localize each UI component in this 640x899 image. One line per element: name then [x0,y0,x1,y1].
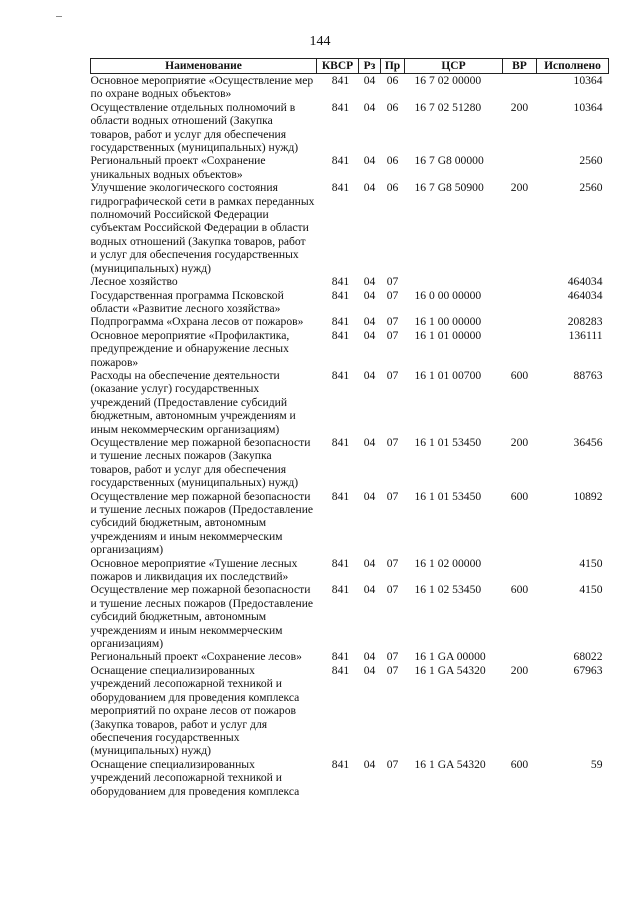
cell-name: Государственная программа Псковской области «Развитие лесного хозяйства» [90,288,284,315]
cell-csr: 16 1 01 00000 [414,328,482,342]
cell-vr: 200 [510,435,529,449]
table-row [91,583,609,650]
cell-csr: 16 7 G8 00000 [414,154,484,168]
cell-csr: 16 1 GA 54320 [414,663,486,677]
cell-name: Основное мероприятие «Профилактика, предупреждение и обнаружение лесных пожаров» [90,328,290,369]
cell-pr: 07 [386,757,399,771]
cell-name: Расходы на обеспечение деятельности (оказание услуг) государственных учреждений (Предоставление субсидий бюджетным, автономным учреждениям и иным некоммерческим организациям) [90,368,296,436]
cell-pr: 07 [386,275,399,289]
cell-csr: 16 1 GA 54320 [414,757,486,771]
cell-rz: 04 [363,489,376,503]
table-row [91,74,609,101]
cell-kvsr: 841 [331,275,350,289]
table-row [91,101,609,155]
cell-name: Улучшение экологического состояния гидрографической сети в рамках переданных полномочий Российской Федерации субъектам Российской Федерации в области водных отношений (Закупка товаров, работ и услуг для обеспечения государственных (муниципальных) нужд) [90,181,315,275]
cell-rz: 04 [363,556,376,570]
cell-rz: 04 [363,154,376,168]
cell-sum: 67963 [573,663,603,677]
cell-vr: 600 [510,757,529,771]
cell-csr: 16 7 G8 50900 [414,181,484,195]
cell-sum: 88763 [573,368,603,382]
cell-pr: 07 [386,315,399,329]
cell-rz: 04 [363,368,376,382]
cell-vr: 600 [510,368,529,382]
cell-sum: 2560 [579,181,603,195]
table-body [91,74,609,798]
cell-kvsr: 841 [331,489,350,503]
cell-vr [503,329,537,369]
table-row [91,436,609,490]
cell-vr [503,154,537,181]
table-row [91,664,609,758]
cell-vr [503,557,537,584]
cell-vr: 600 [510,583,529,597]
table-header-row [91,59,609,74]
cell-csr: 16 7 02 51280 [414,100,482,114]
cell-rz: 04 [363,650,376,664]
cell-sum: 59 [590,757,603,771]
table-row [91,758,609,798]
cell-vr [503,275,537,288]
table-row [91,329,609,369]
cell-name: Региональный проект «Сохранение лесов» [90,650,302,664]
cell-sum: 36456 [573,435,603,449]
cell-pr: 06 [386,74,399,87]
cell-csr: 16 7 02 00000 [414,74,482,87]
cell-rz: 04 [363,288,376,302]
cell-kvsr: 841 [331,100,350,114]
cell-name: Оснащение специализированных учреждений лесопожарной техникой и оборудованием для проведения комплекса [90,757,300,798]
cell-pr: 07 [386,583,399,597]
cell-csr: 16 1 01 53450 [414,489,482,503]
cell-csr: 16 0 00 00000 [414,288,482,302]
cell-rz: 04 [363,663,376,677]
header-vr: ВР [503,59,537,74]
cell-rz: 04 [363,74,376,87]
cell-name: Осуществление мер пожарной безопасности и тушение лесных пожаров (Предоставление субсидий бюджетным, автономным учреждениям и иным некоммерческим организациям) [90,583,314,651]
cell-csr: 16 1 02 00000 [414,556,482,570]
cell-pr: 06 [386,181,399,195]
cell-kvsr: 841 [331,181,350,195]
cell-vr: 600 [510,489,529,503]
cell-rz: 04 [363,100,376,114]
cell-pr: 06 [386,154,399,168]
cell-kvsr: 841 [331,556,350,570]
cell-kvsr: 841 [331,74,350,87]
cell-csr: 16 1 02 53450 [414,583,482,597]
cell-name: Осуществление мер пожарной безопасности и тушение лесных пожаров (Предоставление субсидий бюджетным, автономным учреждениям и иным некоммерческим организациям) [90,489,314,557]
cell-rz: 04 [363,757,376,771]
cell-rz: 04 [363,181,376,195]
cell-sum: 10364 [573,74,603,87]
cell-sum: 68022 [573,650,603,664]
cell-vr: 200 [510,181,529,195]
cell-kvsr: 841 [331,315,350,329]
cell-kvsr: 841 [331,435,350,449]
cell-sum: 4150 [579,556,603,570]
cell-kvsr: 841 [331,663,350,677]
table-row [91,275,609,288]
cell-rz: 04 [363,315,376,329]
cell-vr: 200 [510,663,529,677]
cell-name: Подпрограмма «Охрана лесов от пожаров» [90,315,304,329]
budget-table-wrapper [90,58,608,798]
cell-kvsr: 841 [331,368,350,382]
cell-vr [503,74,537,101]
cell-vr [503,650,537,663]
page-number: 144 [309,34,331,49]
cell-kvsr: 841 [331,154,350,168]
cell-sum: 136111 [568,328,603,342]
table-row [91,490,609,557]
table-row [91,557,609,584]
cell-pr: 07 [386,650,399,664]
cell-pr: 07 [386,288,399,302]
cell-pr: 06 [386,100,399,114]
header-sum: Исполнено [537,59,609,74]
cell-kvsr: 841 [331,757,350,771]
table-row [91,315,609,328]
table-row [91,154,609,181]
cell-pr: 07 [386,328,399,342]
cell-name: Оснащение специализированных учреждений лесопожарной техникой и оборудованием для проведения комплекса мероприятий по охране лесов от пожаров (Закупка товаров, работ и услуг для обеспечения государственных (муниципальных) нужд) [90,663,300,758]
cell-rz: 04 [363,435,376,449]
cell-kvsr: 841 [331,650,350,664]
cell-sum: 4150 [579,583,603,597]
table-row [91,181,609,275]
cell-name: Лесное хозяйство [90,275,178,289]
cell-kvsr: 841 [331,328,350,342]
cell-pr: 07 [386,368,399,382]
cell-sum: 464034 [567,288,603,302]
cell-csr: 16 1 01 53450 [414,435,482,449]
table-row [91,650,609,663]
cell-name: Осуществление отдельных полномочий в области водных отношений (Закупка товаров, работ и услуг для обеспечения государственных (муниципальных) нужд) [90,100,299,155]
cell-sum: 10892 [573,489,603,503]
cell-vr [503,289,537,316]
cell-sum: 10364 [573,100,603,114]
header-kvsr: КВСР [317,59,359,74]
cell-sum: 208283 [567,315,603,329]
header-pr: Пр [381,59,405,74]
cell-csr [405,275,503,288]
scan-mark [56,16,62,17]
cell-name: Региональный проект «Сохранение уникальных водных объектов» [90,154,266,181]
cell-sum: 464034 [567,275,603,289]
cell-vr: 200 [510,100,529,114]
cell-csr: 16 1 01 00700 [414,368,482,382]
cell-rz: 04 [363,275,376,289]
cell-pr: 07 [386,556,399,570]
cell-vr [503,315,537,328]
cell-name: Основное мероприятие «Тушение лесных пожаров и ликвидация их последствий» [90,556,298,584]
cell-kvsr: 841 [331,288,350,302]
cell-pr: 07 [386,489,399,503]
table-row [91,369,609,436]
cell-rz: 04 [363,328,376,342]
cell-csr: 16 1 GA 00000 [414,650,486,664]
cell-kvsr: 841 [331,583,350,597]
cell-name: Осуществление мер пожарной безопасности и тушение лесных пожаров (Закупка товаров, работ и услуг для обеспечения государственных (муниципальных) нужд) [90,435,311,490]
cell-name: Основное мероприятие «Осуществление мер по охране водных объектов» [90,74,314,101]
header-rz: Рз [359,59,381,74]
cell-sum: 2560 [579,154,603,168]
cell-pr: 07 [386,435,399,449]
header-name: Наименование [91,59,317,74]
header-csr: ЦСР [405,59,503,74]
cell-csr: 16 1 00 00000 [414,315,482,329]
cell-pr: 07 [386,663,399,677]
budget-table [90,58,609,798]
table-row [91,289,609,316]
cell-rz: 04 [363,583,376,597]
